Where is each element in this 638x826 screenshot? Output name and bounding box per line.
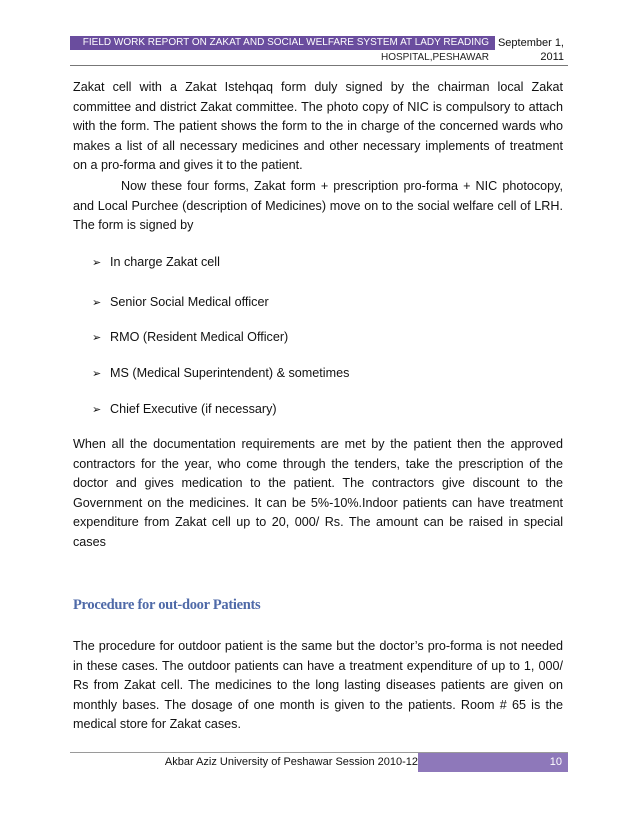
list-item <box>92 292 269 312</box>
list-item-label: Senior Social Medical officer <box>110 295 269 309</box>
page-number: 10 <box>418 753 568 772</box>
arrow-bullet-icon: ➢ <box>92 257 102 269</box>
arrow-bullet-icon: ➢ <box>92 332 102 344</box>
paragraph-1: Zakat cell with a Zakat Istehqaq form duly signed by the chairman local Zakat committee and district Zakat committee. The photo copy of NIC is compulsory to attach with the form. The patient shows the form to the in charge of the concerned wards who makes a list of all necessary medicines and other necessary implements of treatment on a pro-forma and gives it to the patient. <box>73 80 563 173</box>
footer-text: Akbar Aziz University of Peshawar Session 2010-12 <box>164 756 418 768</box>
header-date <box>495 36 568 66</box>
list-item <box>92 252 220 272</box>
header-subtitle: HOSPITAL,PESHAWAR <box>381 52 489 63</box>
header-date-line2: 2011 <box>540 51 564 63</box>
header-title: FIELD WORK REPORT ON ZAKAT AND SOCIAL WELFARE SYSTEM AT LADY READING <box>82 37 489 48</box>
list-item <box>92 399 277 419</box>
paragraph-2 <box>73 177 563 236</box>
paragraph-3: When all the documentation requirements are met by the patient then the approved contractors for the year, who come through the tenders, take the prescription of the doctor and gives medication to the patient. The contractors give discount to the Government on the medicines. It can be 5%-10%.Indoor patients can have treatment expenditure from Zakat cell up to 20, 000/ Rs. The amount can be raised in special cases <box>73 437 563 549</box>
arrow-bullet-icon: ➢ <box>92 297 102 309</box>
paragraph-4: The procedure for outdoor patient is the same but the doctor’s pro-forma is not needed in these cases. The outdoor patients can have a treatment expenditure of up to 1, 000/ Rs from Zakat cell. The medicines to the long lasting diseases patients are given on monthly bases. The dosage of one month is given to the patients. Room # 65 is the medical store for Zakat cases. <box>73 639 563 732</box>
header-left-box <box>70 36 495 66</box>
list-item <box>92 363 349 383</box>
list-item-label: Chief Executive (if necessary) <box>110 402 277 416</box>
header-date-line1: September 1, <box>497 37 564 49</box>
list-item-label: In charge Zakat cell <box>110 255 220 269</box>
paragraph-2-text: Now these four forms, Zakat form + prescription pro-forma + NIC photocopy, and Local Purchee (description of Medicines) move on to the social welfare cell of LRH. The form is signed by <box>73 179 563 233</box>
list-item <box>92 327 288 347</box>
list-item-label: MS (Medical Superintendent) & sometimes <box>110 366 350 380</box>
arrow-bullet-icon: ➢ <box>92 404 102 416</box>
list-item-label: RMO (Resident Medical Officer) <box>110 330 289 344</box>
arrow-bullet-icon: ➢ <box>92 368 102 380</box>
section-heading: Procedure for out-door Patients <box>73 597 261 613</box>
